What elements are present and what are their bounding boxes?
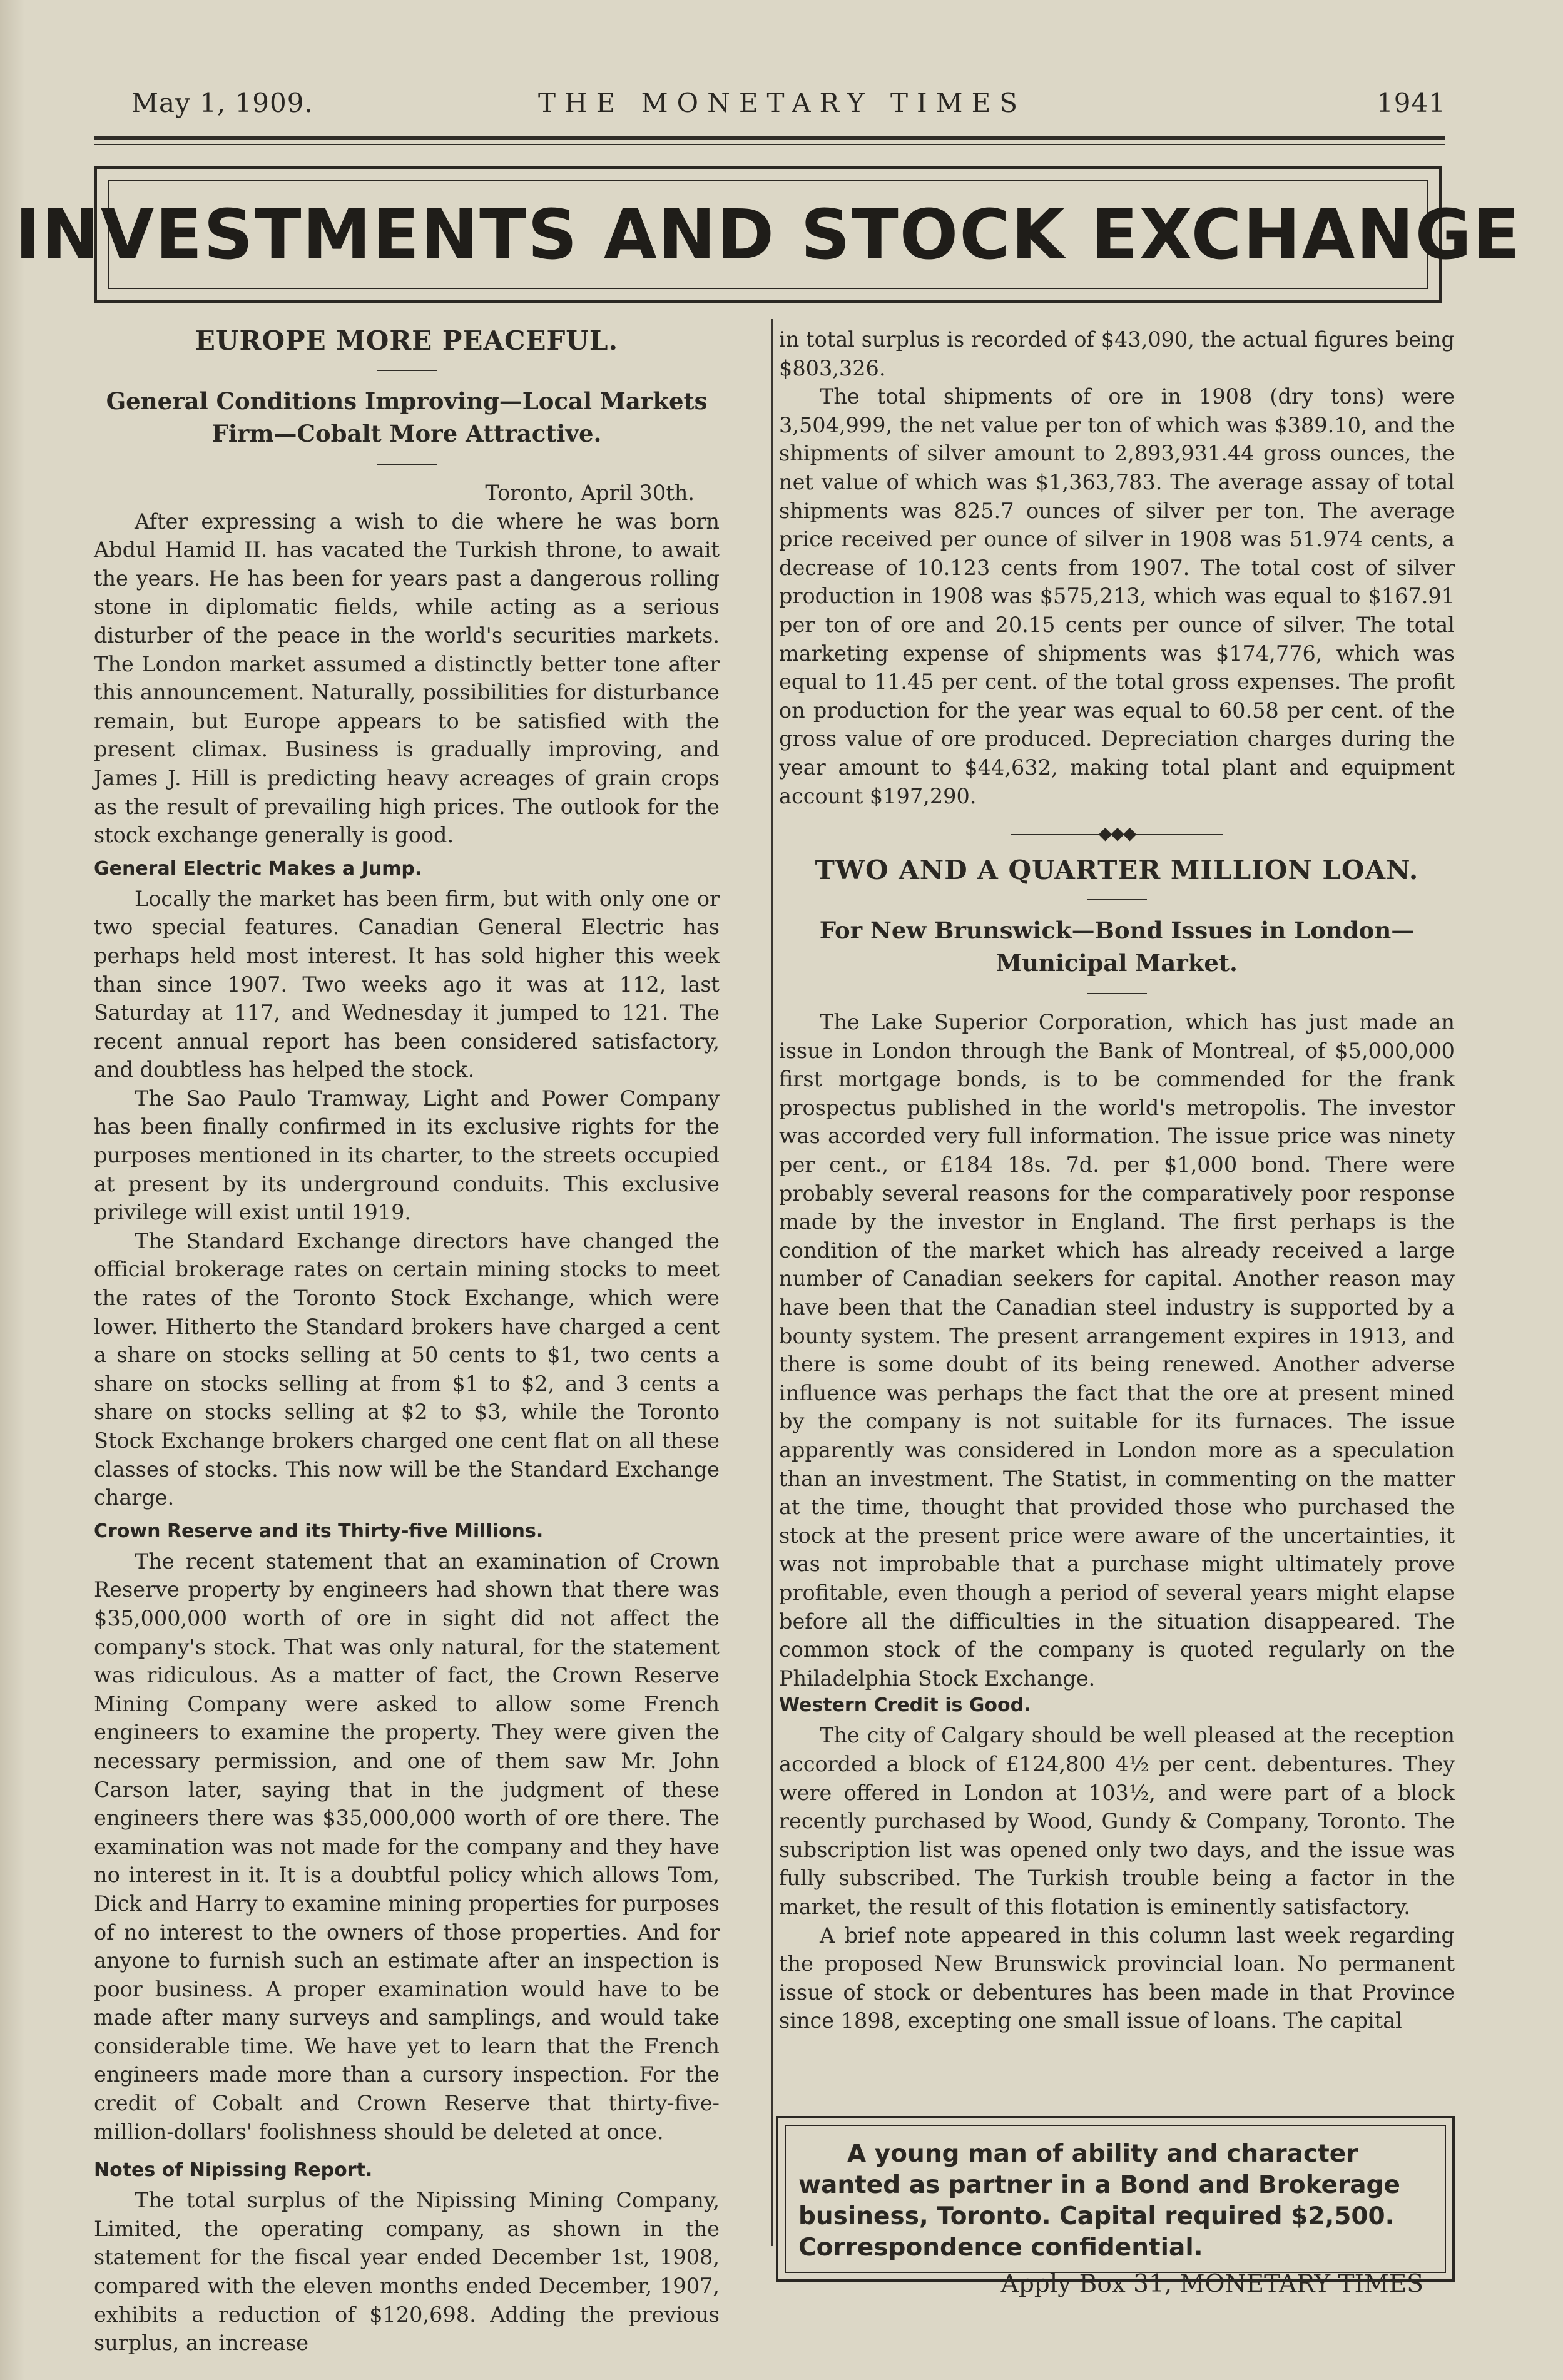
- paragraph: The total shipments of ore in 1908 (dry tons) were 3,504,999, the net value per ton of which was $389.10, and the shipments of silver amount to 2,893,931.44 gross ounces, the net value of which was $1,363,783. The average assay of total shipments was 825.7 ounces of silver per ton. The average price received per ounce of silver in 1908 was 51.974 cents, a decrease of 10.123 cents from 1907. The total cost of silver production in 1908 was $575,213, which was equal to $167.91 per ton of ore and 20.15 cents per ounce of silver. The total marketing expense of shipments was $174,776, which was equal to 11.45 per cent. of the total gross expenses. The profit on production for the year was equal to 60.58 per cent. of the gross value of ore produced. Depreciation charges during the year amount to $44,632, making total plant and equipment account $197,290.: [779, 384, 1455, 808]
- paragraph: The Standard Exchange directors have changed the official brokerage rates on certain mining stocks to meet the rates of the Toronto Stock Exchange, which were lower. Hitherto the Standard brokers have charged a cent a share on stocks selling at 50 cents to $1, two cents a share on stocks selling at from $1 to $2, and 3 cents a share on stocks selling at $2 to $3, while the Toronto Stock Exchange brokers charged one cent flat on all these classes of stocks. This now will be the Standard Exchange charge.: [94, 1228, 720, 1510]
- paragraph: in total surplus is recorded of $43,090, the actual figures being $803,326.: [779, 327, 1455, 380]
- section-banner-title: INVESTMENTS AND STOCK EXCHANGE: [15, 195, 1522, 275]
- article-title-loan: TWO AND A QUARTER MILLION LOAN.: [815, 855, 1419, 886]
- advertisement-signature: Apply Box 31, MONETARY TIMES: [1000, 2270, 1423, 2298]
- title-rule: [1087, 899, 1147, 900]
- page-spine-shadow: [0, 0, 25, 2380]
- article-subtitle-europe: General Conditions Improving—Local Markets Firm—Cobalt More Attractive.: [106, 387, 708, 447]
- advertisement-body: A young man of ability and character wanted as partner in a Bond and Brokerage business, Toronto. Capital required $2,500. Correspondence confidential.: [798, 2140, 1400, 2262]
- running-head-page-number: 1941: [1377, 88, 1446, 118]
- paragraph: Locally the market has been firm, but with only one or two special features. Canadian General Electric has perhaps held most interest. It has sold higher this week than since 1907. Two weeks ago it was at 112, last Saturday at 117, and Wednesday it jumped to 121. The recent annual report has been considered satisfactory, and doubtless has helped the stock.: [94, 886, 720, 1082]
- advertisement-inner-frame: [785, 2125, 1446, 2298]
- paragraph: The recent statement that an examination of Crown Reserve property by engineers had shown that there was $35,000,000 worth of ore in sight did not affect the company's stock. That was only natural, for the statement was ridiculous. As a matter of fact, the Crown Reserve Mining Company were asked to allow some French engineers to examine the property. They were given the necessary permission, and one of them saw Mr. John Carson later, saying that in the judgment of these engineers there was $35,000,000 worth of ore there. The examination was not made for the company and they have no interest in it. It is a doubtful policy which allows Tom, Dick and Harry to examine mining properties for purposes of no interest to the owners of those properties. And for anyone to furnish such an estimate after an inspection is poor business. A proper examination would have to be made after many surveys and samplings, and would take considerable time. We have yet to learn that the French engineers made more than a cursory inspection. For the credit of Cobalt and Crown Reserve that thirty-five-million-dollars' foolishness should be deleted at once.: [94, 1549, 720, 2144]
- paragraph: The Sao Paulo Tramway, Light and Power Company has been finally confirmed in its exclusive rights for the purposes mentioned in its charter, to the streets occupied at present by its underground conduits. This exclusive privilege will exist until 1919.: [94, 1086, 720, 1225]
- left-column: [94, 325, 720, 2357]
- paragraph: The total surplus of the Nipissing Mining Company, Limited, the operating company, as shown in the statement for the fiscal year ended December 1st, 1908, compared with the eleven months ended December, 1907, exhibits a reduction of $120,698. Adding the previous surplus, an increase: [94, 2188, 720, 2356]
- subheading-western-credit: Western Credit is Good.: [779, 1694, 1031, 1717]
- subheading-general-electric: General Electric Makes a Jump.: [94, 857, 422, 880]
- paragraph: After expressing a wish to die where he was born Abdul Hamid II. has vacated the Turkish throne, to await the years. He has been for years past a dangerous rolling stone in diplomatic fields, while acting as a serious disturber of the peace in the world's securities markets. The London market assumed a distinctly better tone after this announcement. Naturally, possibilities for disturbance remain, but Europe appears to be satisfied with the present climax. Business is gradually improving, and James J. Hill is predicting heavy acreages of grain crops as the result of prevailing high prices. The outlook for the stock exchange generally is good.: [94, 509, 720, 848]
- subtitle-rule: [377, 464, 437, 465]
- section-banner: [15, 166, 1522, 303]
- paragraph: A brief note appeared in this column last week regarding the proposed New Brunswick provincial loan. No permanent issue of stock or debentures has been made in that Province since 1898, excepting one small issue of loans. The capital: [779, 1923, 1455, 2033]
- article-dateline: Toronto, April 30th.: [485, 481, 695, 505]
- paragraph: The city of Calgary should be well pleased at the reception accorded a block of £124,800 4½ per cent. debentures. They were offered in London at 103½, and were part of a block recently purchased by Wood, Gundy & Company, Toronto. The subscription list was opened only two days, and the issue was fully subscribed. The Turkish trouble being a factor in the market, the result of this flotation is eminently satisfactory.: [779, 1723, 1455, 1919]
- title-rule: [377, 370, 437, 371]
- column-divider: [771, 319, 773, 2246]
- subheading-crown-reserve: Crown Reserve and its Thirty-five Millions.: [94, 1520, 544, 1542]
- article-subtitle-loan: For New Brunswick—Bond Issues in London—Municipal Market.: [819, 917, 1415, 977]
- subheading-nipissing: Notes of Nipissing Report.: [94, 2159, 373, 2182]
- ornament-divider: ◆◆◆: [779, 823, 1455, 843]
- right-column: [779, 325, 1455, 2035]
- header-rule-thick: [94, 136, 1445, 140]
- running-head-publication: THE MONETARY TIMES: [538, 88, 1026, 118]
- article-title-europe: EUROPE MORE PEACEFUL.: [195, 325, 619, 356]
- subtitle-rule: [1087, 993, 1147, 994]
- classified-advertisement: [776, 2116, 1455, 2298]
- header-rule-thin: [94, 144, 1445, 145]
- running-head-date: May 1, 1909.: [131, 88, 313, 118]
- paragraph: The Lake Superior Corporation, which has just made an issue in London through the Bank of Montreal, of $5,000,000 first mortgage bonds, is to be commended for the frank prospectus published in the world's metropolis. The investor was accorded very full information. The issue price was ninety per cent., or £184 18s. 7d. per $1,000 bond. There were probably several reasons for the comparatively poor response made by the investor in England. The first perhaps is the condition of the market which has already received a large number of Canadian seekers for capital. Another reason may have been that the Canadian steel industry is supported by a bounty system. The present arrangement expires in 1913, and there is some doubt of its being renewed. Another adverse influence was perhaps the fact that the ore at present mined by the company is not suitable for its furnaces. The issue apparently was considered in London more as a speculation than an investment. The Statist, in commenting on the matter at the time, thought that provided those who purchased the stock at the present price were aware of the uncertainties, it was not improbable that a purchase might ultimately prove profitable, even though a period of several years might elapse before all the difficulties in the situation disappeared. The common stock of the company is quoted regularly on the Philadelphia Stock Exchange.: [779, 1010, 1455, 1691]
- section-banner-inner-frame: [15, 180, 1522, 289]
